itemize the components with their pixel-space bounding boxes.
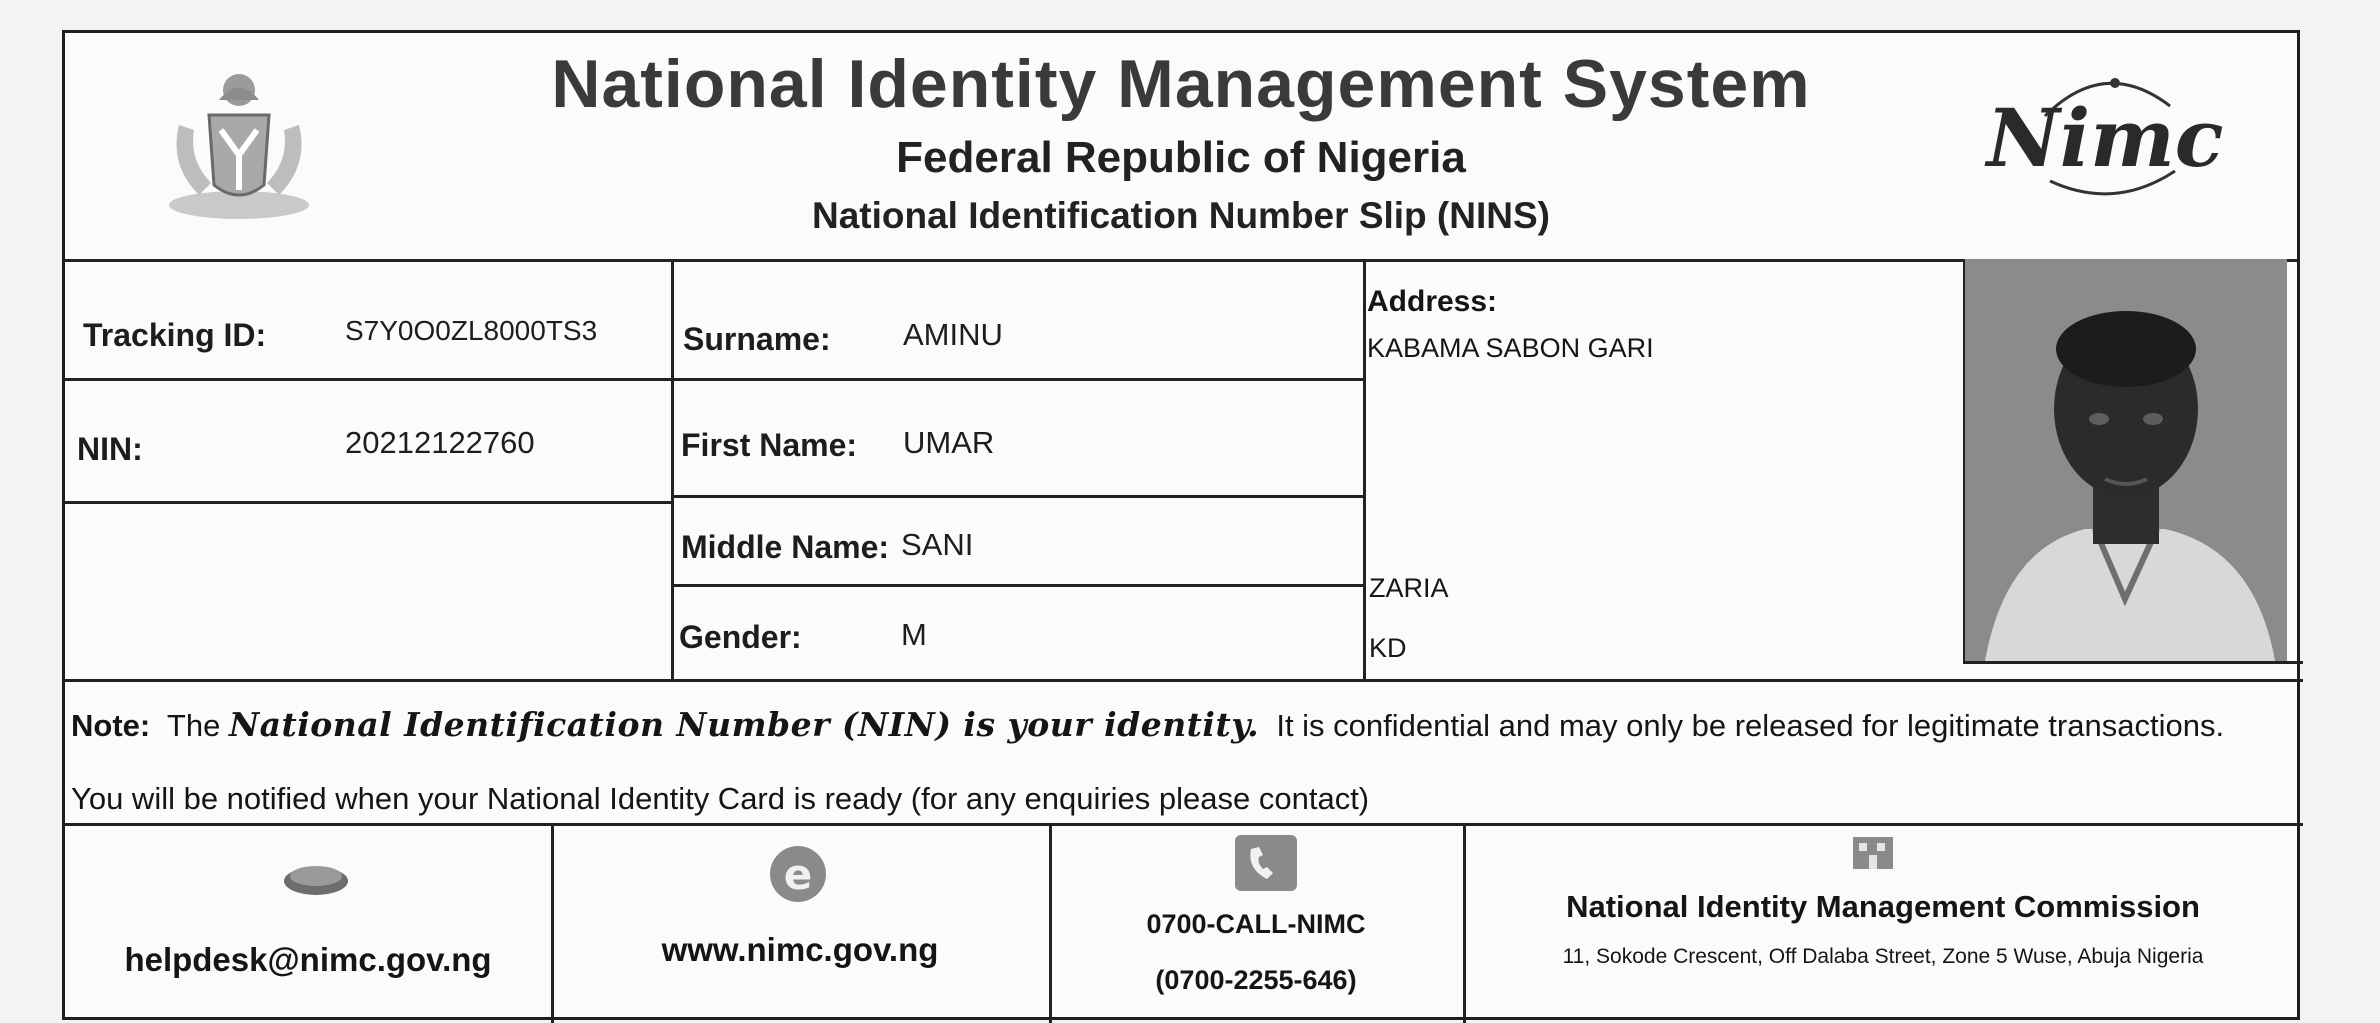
tracking-id-value: S7Y0O0ZL8000TS3 (345, 315, 598, 346)
website-link[interactable]: www.nimc.gov.ng (661, 931, 939, 968)
nin-label: NIN: (77, 431, 143, 467)
system-title: National Identity Management System (551, 46, 1811, 122)
gender-label: Gender: (679, 619, 802, 655)
note-prefix: The (166, 708, 221, 743)
helpdesk-email[interactable]: helpdesk@nimc.gov.ng (124, 941, 492, 978)
tracking-id-label: Tracking ID: (83, 317, 267, 353)
svg-text:e: e (783, 850, 813, 899)
first-name-label: First Name: (681, 427, 858, 463)
first-name-value: UMAR (903, 425, 995, 460)
address-line: KABAMA SABON GARI (1367, 333, 1654, 363)
organisation-name: National Identity Management Commission (1566, 889, 2200, 924)
address-state: KD (1369, 633, 1407, 663)
middle-name-label: Middle Name: (681, 529, 890, 565)
note-rest: It is confidential and may only be released for legitimate transactions. (1276, 708, 2225, 743)
globe-icon (765, 841, 831, 907)
note-line (71, 705, 2224, 744)
note-line-2: You will be notified when your National Identity Card is ready (for any enquiries please contact) (71, 781, 1370, 816)
slip-header (65, 33, 2297, 262)
passport-photo (1965, 259, 2287, 661)
middle-name-value: SANI (901, 527, 974, 562)
surname-label: Surname: (683, 321, 831, 357)
svg-text:Nimc: Nimc (1986, 91, 2224, 185)
address-city: ZARIA (1369, 573, 1449, 603)
slip-title: National Identification Number Slip (NINS) (812, 195, 1550, 236)
nin-value: 20212122760 (345, 425, 535, 460)
building-icon (1849, 825, 1897, 873)
nimc-logo (1986, 61, 2224, 201)
note-label: Note: (71, 708, 151, 743)
phone-number[interactable]: 0700-CALL-NIMC (1146, 909, 1366, 939)
email-icon (281, 859, 351, 899)
gender-value: M (901, 617, 927, 652)
phone-icon (1233, 833, 1299, 893)
phone-digits: (0700-2255-646) (1155, 965, 1357, 995)
nin-slip (62, 30, 2300, 1020)
address-label: Address: (1367, 285, 1498, 318)
note-emphasis: National Identification Number (NIN) is your identity. (228, 705, 1260, 744)
organisation-address: 11, Sokode Crescent, Off Dalaba Street, Zone 5 Wuse, Abuja Nigeria (1562, 945, 2204, 968)
surname-value: AMINU (903, 317, 1003, 352)
subtitle: Federal Republic of Nigeria (896, 133, 1466, 182)
